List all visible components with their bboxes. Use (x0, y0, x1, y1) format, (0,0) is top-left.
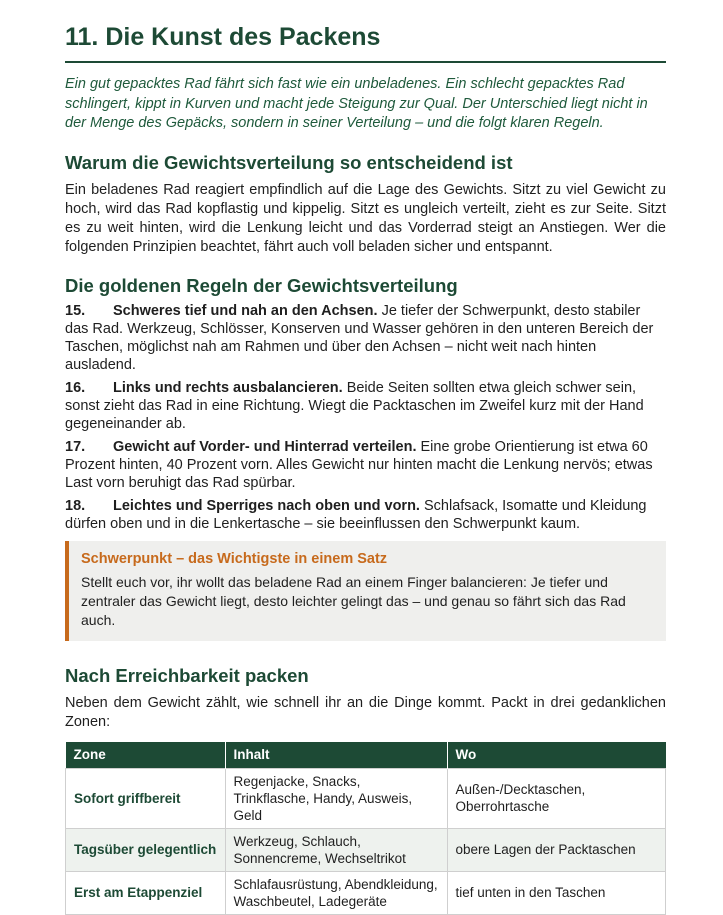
table-cell-content: Schlafausrüstung, Abendkleidung, Waschbeutel, Ladegeräte (225, 871, 447, 914)
callout-box (65, 541, 666, 641)
rule-item (65, 379, 666, 433)
table-row (66, 768, 666, 828)
rule-number: 16. (65, 379, 86, 396)
table-cell-content: Werkzeug, Schlauch, Sonnencreme, Wechseltrikot (225, 828, 447, 871)
table-header-zone: Zone (66, 742, 226, 769)
page-title: 11. Die Kunst des Packens (65, 23, 381, 51)
table-cell-zone: Sofort griffbereit (66, 768, 226, 828)
table-cell-where: tief unten in den Taschen (447, 871, 666, 914)
callout-text: Stellt euch vor, ihr wollt das beladene Rad an einem Finger balancieren: Je tiefer und zentraler das Gewicht liegt, desto leichter gelingt das – und genau so fährt sich das Rad auch. (81, 573, 626, 628)
rule-number: 18. (65, 497, 86, 514)
rule-heading: Links und rechts ausbalancieren. (113, 379, 343, 396)
rule-item (65, 497, 666, 533)
section-paragraph-weight-distribution: Ein beladenes Rad reagiert empfindlich auf die Lage des Gewichts. Sitzt zu viel Gewicht zu hoch, wird das Rad kopflastig und kippelig. Sitzt es ungleich verteilt, zieht es zur Seite. Sitzt es zu weit hinten, wird die Lenkung leicht und das Vorderrad steigt an Anstiegen. Wer die folgenden Prinzipien beachtet, fährt auch voll beladen sicher und entspannt. (65, 181, 666, 255)
section-paragraph-accessibility: Neben dem Gewicht zählt, wie schnell ihr an die Dinge kommt. Packt in drei gedanklichen Zonen: (65, 694, 666, 730)
table-header-where: Wo (447, 742, 666, 769)
rules-list (65, 302, 666, 533)
rule-text: Je tiefer der Schwerpunkt, desto stabiler das Rad. Werkzeug, Schlösser, Konserven und Wasser gehören in den unteren Bereich der Taschen, möglichst nah am Rahmen und über den Achsen – nicht weit nach hinten ausladend. (65, 302, 654, 373)
rule-item (65, 438, 666, 492)
rule-number: 17. (65, 438, 86, 455)
rule-item (65, 302, 666, 374)
table-cell-zone: Tagsüber gelegentlich (66, 828, 226, 871)
table-row (66, 828, 666, 871)
rule-text: Schlafsack, Isomatte und Kleidung dürfen oben und in die Lenkertasche – sie beeinflussen den Schwerpunkt kaum. (65, 497, 647, 532)
section-heading-golden-rules: Die goldenen Regeln der Gewichtsverteilung (65, 274, 458, 296)
table-row (66, 871, 666, 914)
rule-number: 15. (65, 302, 86, 319)
title-divider (65, 61, 666, 63)
callout-title: Schwerpunkt – das Wichtigste in einem Satz (81, 550, 388, 567)
table-cell-where: obere Lagen der Packtaschen (447, 828, 666, 871)
lead-paragraph: Ein gut gepacktes Rad fährt sich fast wie ein unbeladenes. Ein schlecht gepacktes Rad schlingert, kippt in Kurven und macht jede Steigung zur Qual. Der Unterschied liegt nicht in der Menge des Gepäcks, sondern in seiner Verteilung – und die folgt klaren Regeln. (65, 76, 648, 131)
table-cell-zone: Erst am Etappenziel (66, 871, 226, 914)
rule-text: Beide Seiten sollten etwa gleich schwer sein, sonst zieht das Rad in eine Richtung. Wiegt die Packtaschen im Zweifel kurz mit der Hand gegeneinander ab. (65, 379, 644, 432)
table-header-row (66, 742, 666, 769)
section-heading-weight-distribution: Warum die Gewichtsverteilung so entscheidend ist (65, 151, 513, 173)
table-cell-content: Regenjacke, Snacks, Trinkflasche, Handy, Ausweis, Geld (225, 768, 447, 828)
rule-heading: Schweres tief und nah an den Achsen. (113, 302, 378, 319)
rule-heading: Leichtes und Sperriges nach oben und vorn. (113, 497, 420, 514)
packing-zones-table (65, 742, 666, 915)
section-heading-accessibility: Nach Erreichbarkeit packen (65, 664, 309, 686)
rule-heading: Gewicht auf Vorder- und Hinterrad verteilen. (113, 438, 417, 455)
table-cell-where: Außen-/Decktaschen, Oberrohrtasche (447, 768, 666, 828)
table-header-content: Inhalt (225, 742, 447, 769)
rule-text: Eine grobe Orientierung ist etwa 60 Prozent hinten, 40 Prozent vorn. Alles Gewicht nur hinten macht die Lenkung nervös; etwas Last vorn beruhigt das Rad spürbar. (65, 438, 653, 491)
